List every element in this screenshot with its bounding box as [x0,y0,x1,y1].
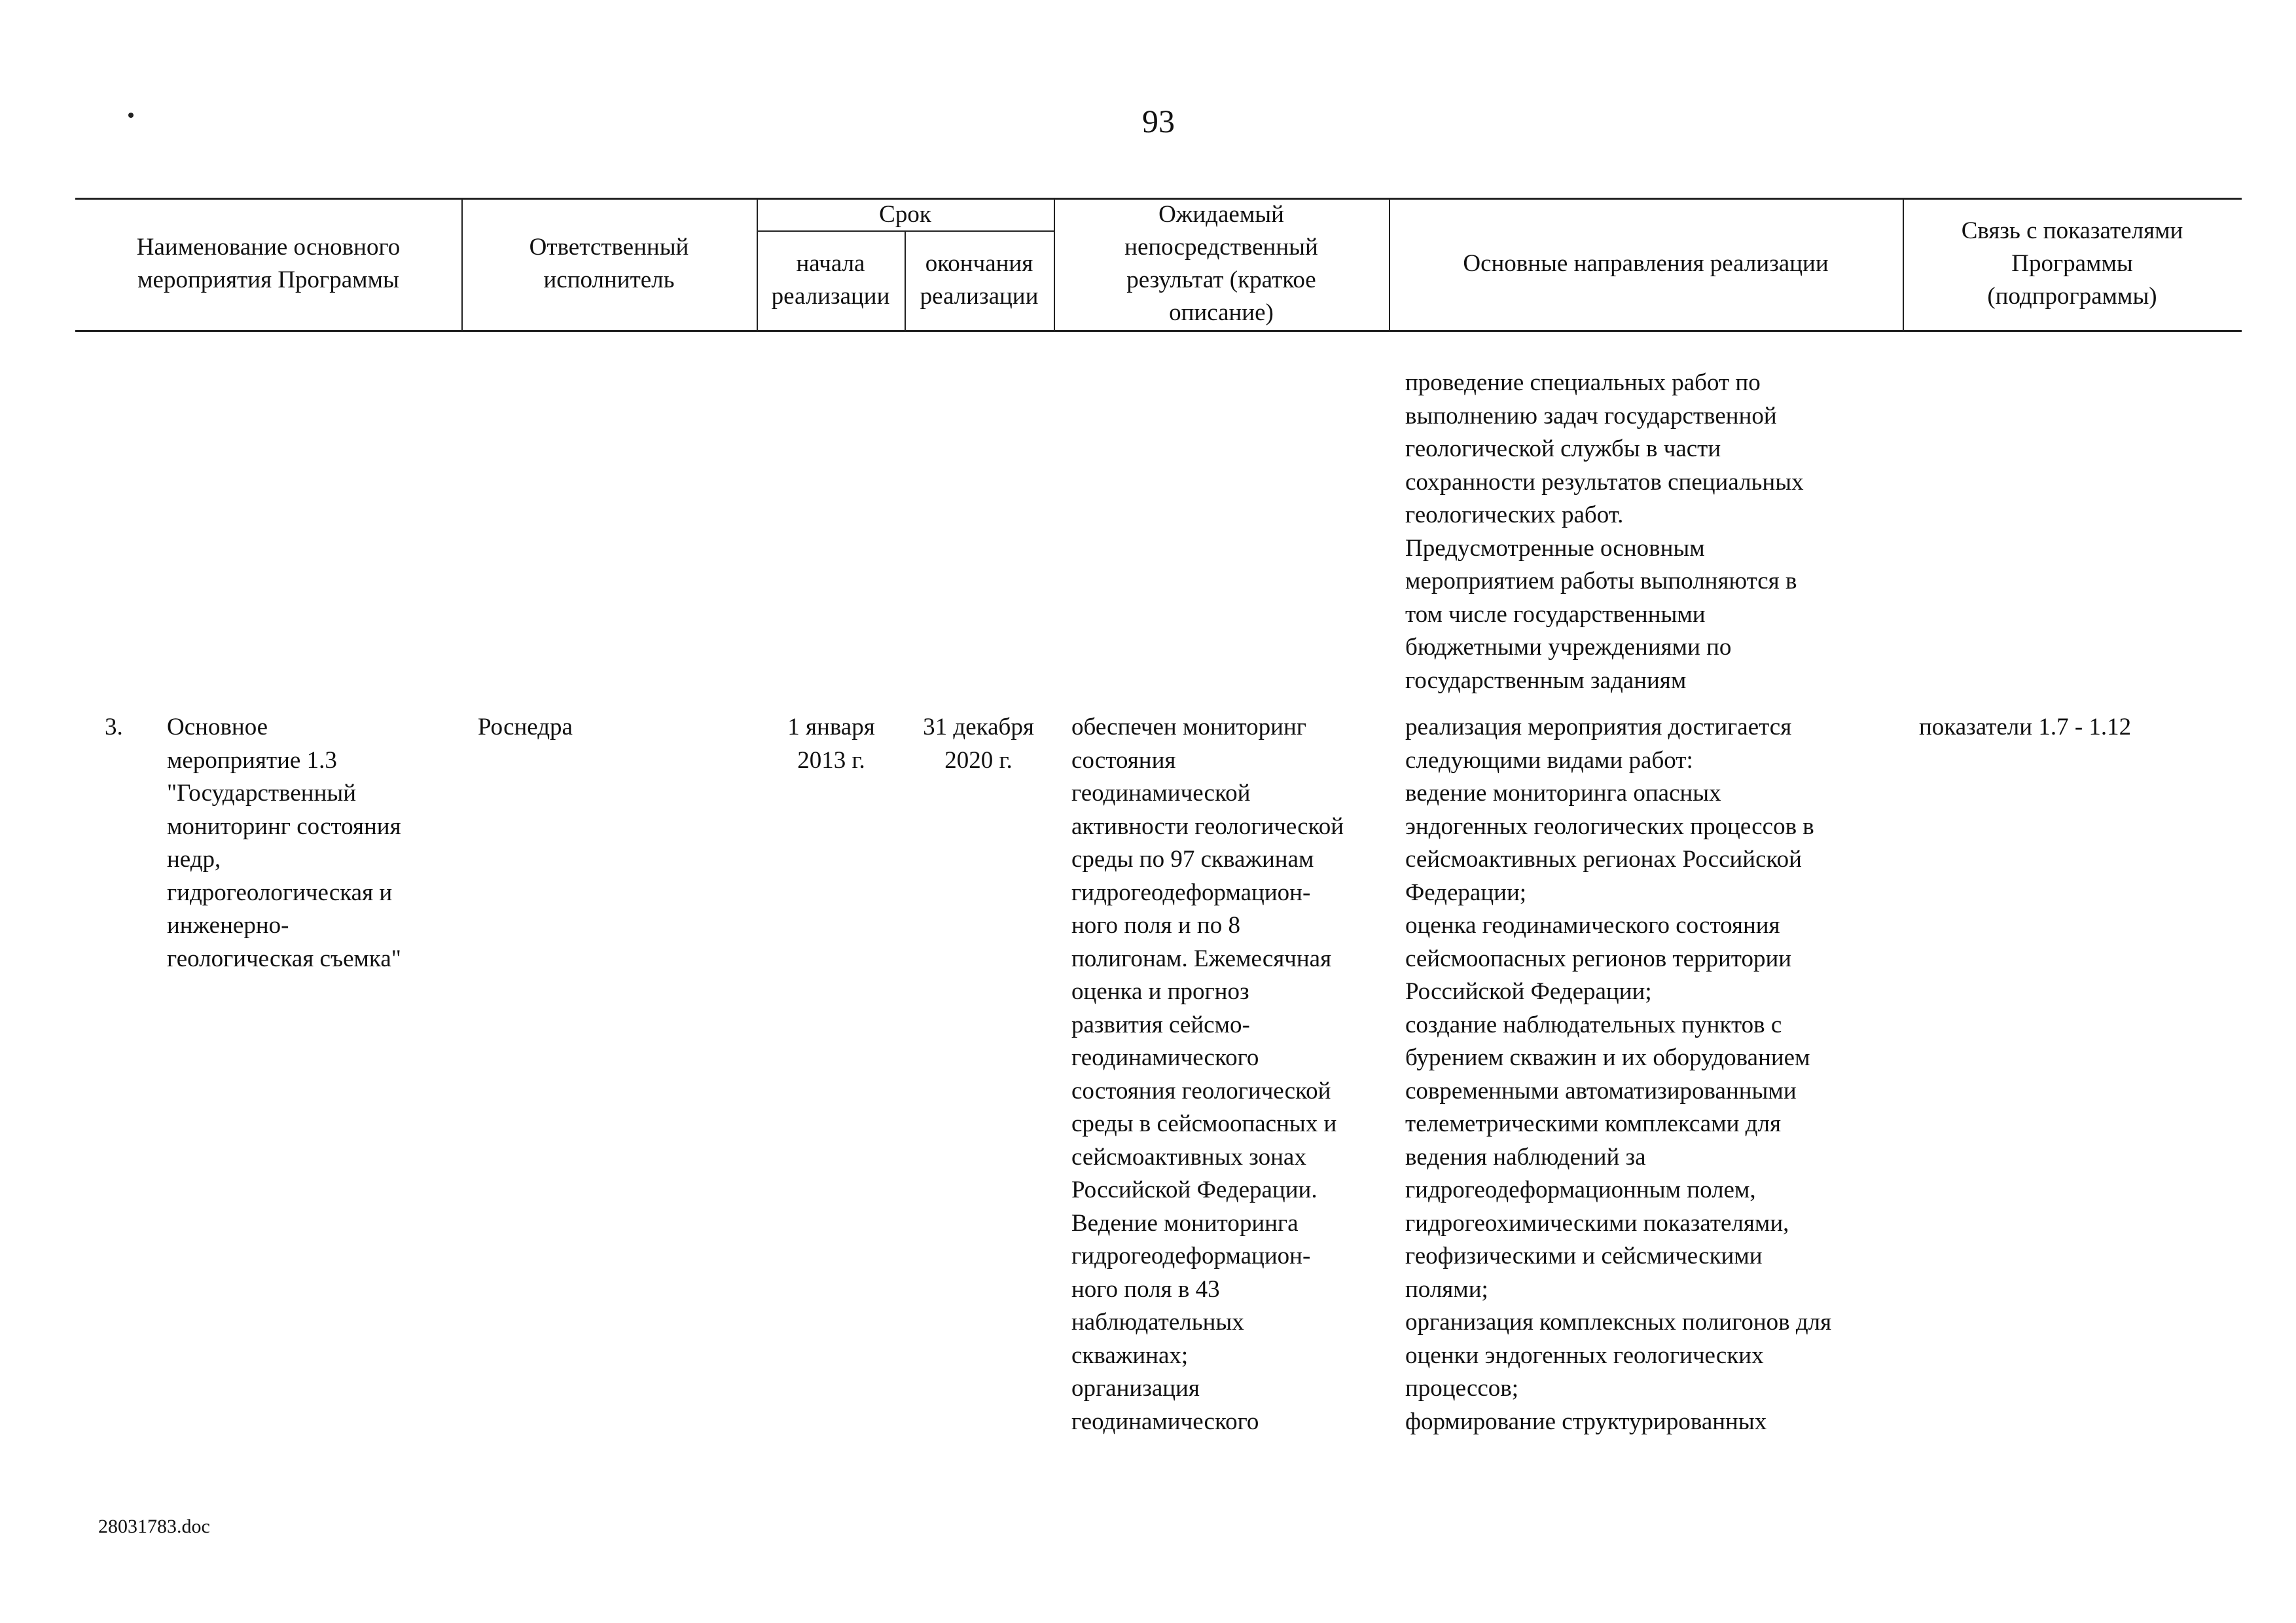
header-indicators: Связь с показателями Программы (подпрограммы) [1961,217,2183,310]
row-directions: реализация мероприятия достигается следующими видами работ: ведение мониторинга опасных эндогенных геологических процессов в сейсмоактивных регионах Российской Федерации; оценка геодинамического состояния сейсмоопасных регионов территории Российской Федерации; создание наблюдательных пунктов с бурением скважин и их оборудованием современными автоматизированными телеметрическими комплексами для ведения наблюдений за гидрогеодеформационным полем, гидрогеохимическими показателями, геофизическими и сейсмическими полями; организация комплексных полигонов для оценки эндогенных геологических процессов; формирование структурированных [1405,714,1832,1435]
header-directions: Основные направления реализации [1463,250,1829,277]
header-term-start: начала реализации [771,250,890,310]
continuation-directions: проведение специальных работ по выполнению задач государственной геологической службы в части сохранности результатов специальных геологических работ. Предусмотренные основным мероприятием работы выполняются в том числе государственными бюджетными учреждениями по государственным заданиям [1405,369,1804,694]
header-executor: Ответственный исполнитель [529,234,689,293]
header-term: Срок [879,201,931,228]
row-expected-result: обеспечен мониторинг состояния геодинамической активности геологической среды по 97 скважинам гидрогеодеформацион- ного поля и по 8 полигонам. Ежемесячная оценка и прогноз развития сейсмо- геодинамического состояния геологической среды в сейсмоопасных и сейсмоактивных зонах Российской Федерации. Ведение мониторинга гидрогеодеформацион- ного поля в 43 наблюдательных скважинах; организация геодинамического [1071,714,1344,1435]
row-executor: Роснедра [478,714,573,740]
page-number: 93 [1142,103,1175,139]
row-number: 3. [105,714,123,740]
scan-dot [128,113,134,118]
header-expected-result: Ожидаемый непосредственный результат (краткое описание) [1124,201,1318,326]
row-term-start: 1 января 2013 г. [787,714,875,774]
header-bottom-rule [75,330,2242,332]
row-indicators: показатели 1.7 - 1.12 [1919,714,2132,740]
row-term-end: 31 декабря 2020 г. [923,714,1034,774]
row-activity-name: Основное мероприятие 1.3 "Государственный мониторинг состояния недр, гидрогеологическая и инженерно- геологическая съемка" [167,714,401,972]
footer-filename: 28031783.doc [98,1516,210,1537]
header-term-end: окончания реализации [920,250,1039,310]
header-activity-name: Наименование основного мероприятия Программы [136,234,401,293]
